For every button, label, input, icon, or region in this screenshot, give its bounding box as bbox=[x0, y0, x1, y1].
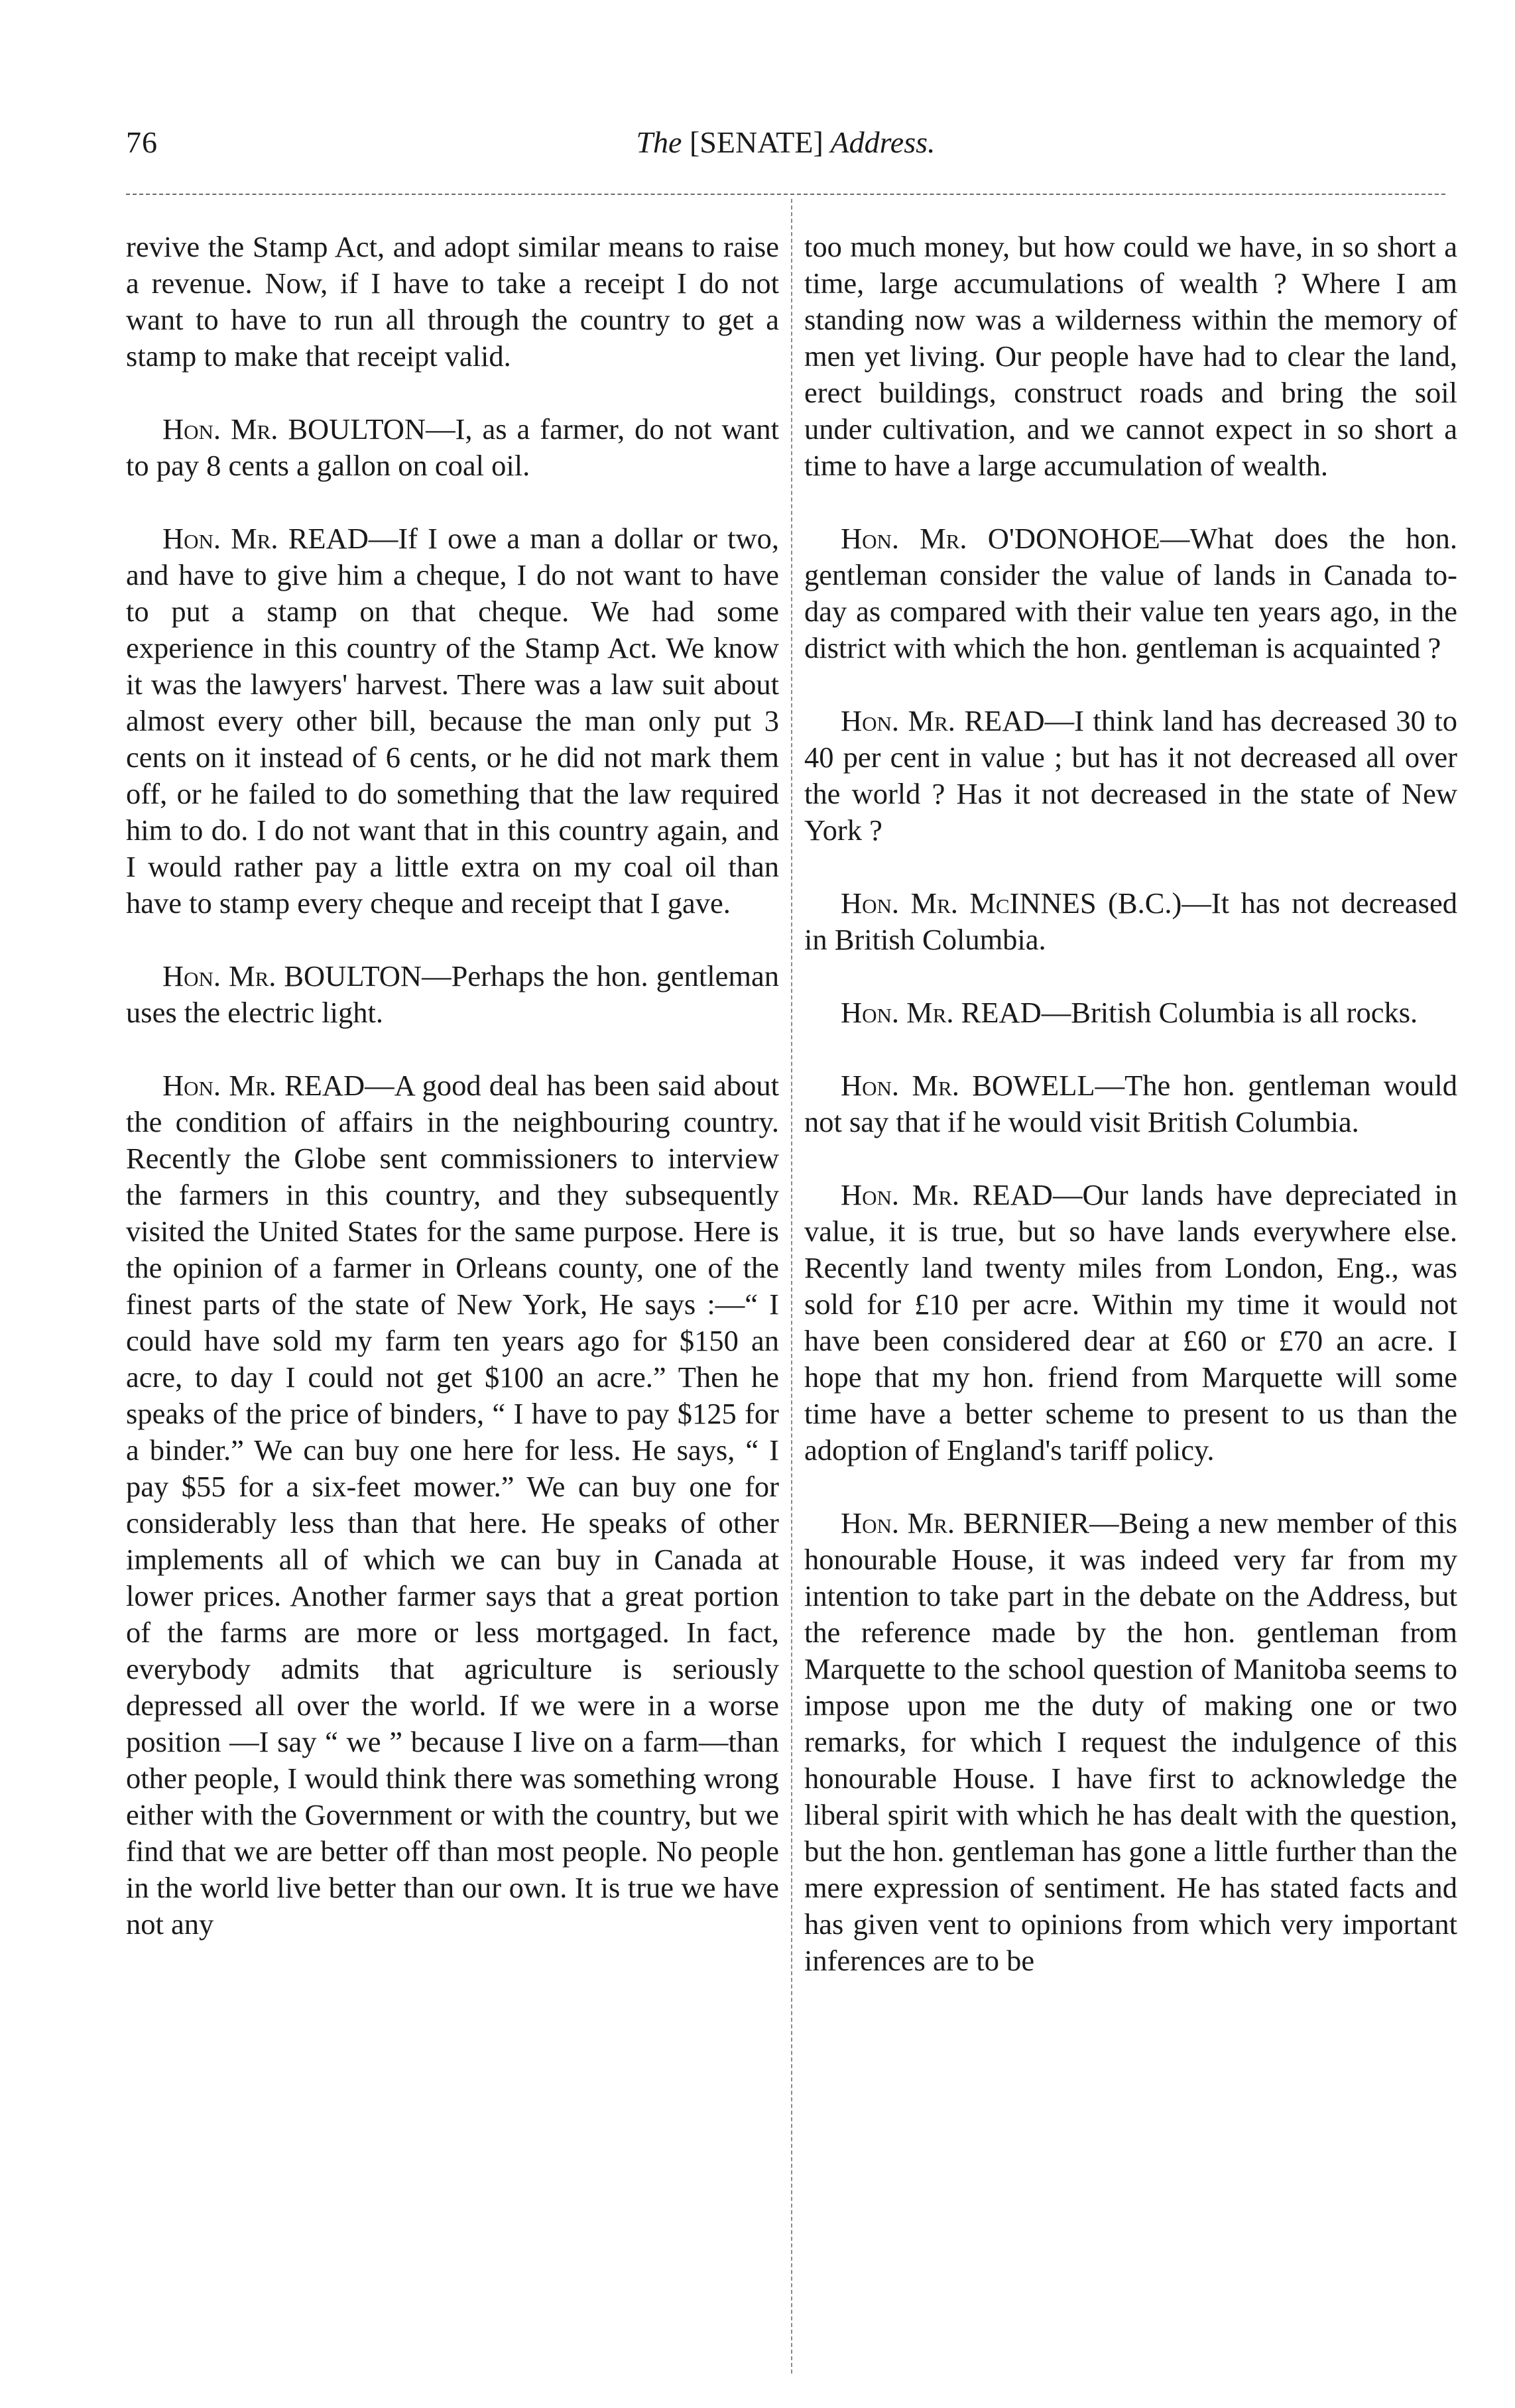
paragraph bbox=[804, 229, 1457, 484]
page-header bbox=[126, 118, 1445, 171]
speaker-name: Hon. Mr. McINNES (B.C.) bbox=[841, 886, 1182, 920]
title-bracket: [SENATE] bbox=[689, 125, 823, 159]
right-column bbox=[804, 229, 1457, 2016]
speaker-name: Hon. Mr. READ bbox=[841, 704, 1045, 737]
speaker-name: Hon. Mr. READ bbox=[841, 1178, 1053, 1211]
paragraph bbox=[804, 703, 1457, 849]
speech-text: —Being a new member of this honourable House, it was indeed very far from my intention to take part in the debate on the Address, but the reference made by the hon. gentleman from Marquette to the school question of Manitoba seems to impose upon me the duty of making one or two remarks, for which I request the indulgence of this honourable House. I have first to acknowledge the liberal spirit with which he has dealt with the question, but the hon. gentleman has gone a little further than the mere expression of sentiment. He has stated facts and has given vent to opinions from which very important inferences are to be bbox=[804, 1506, 1457, 1977]
speech-text: too much money, but how could we have, in so short a time, large accumulations of wealth ? Where I am standing now was a wilderness within the memory of men yet living. Our people have had to clear the land, erect buildings, construct roads and bring the soil under cultivation, and we cannot expect in so short a time to have a large accumulation of wealth. bbox=[804, 230, 1457, 482]
speech-text: —A good deal has been said about the condition of affairs in the neighbouring country. Recently the Globe sent commissioners to interview the farmers in this country, and they subsequently visited the United States for the same purpose. Here is the opinion of a farmer in Orleans county, one of the finest parts of the state of New York, He says :—“ I could have sold my farm ten years ago for $150 an acre, to day I could not get $100 an acre.” Then he speaks of the price of binders, “ I have to pay $125 for a binder.” We can buy one here for less. He says, “ I pay $55 for a six-feet mower.” We can buy one for considerably less than that here. He speaks of other implements all of which we can buy in Canada at lower prices. Another farmer says that a great portion of the farms are more or less mortgaged. In fact, everybody admits that agriculture is seriously depressed all over the world. If we were in a worse position —I say “ we ” because I live on a farm—than other people, I would think there was something wrong either with the Government or with the country, but we find that we are better off than most people. No people in the world live better than our own. It is true we have not any bbox=[126, 1069, 780, 1941]
speech-text: —I, as a farmer, do not want to pay 8 cents a gallon on coal oil. bbox=[126, 412, 780, 482]
header-rule bbox=[126, 194, 1445, 195]
paragraph bbox=[804, 885, 1457, 958]
speaker-name: Hon. Mr. BOWELL bbox=[841, 1069, 1095, 1102]
speaker-name: Hon. Mr. READ bbox=[162, 522, 369, 555]
column-divider bbox=[791, 199, 792, 2374]
speaker-name: Hon. Mr. BERNIER bbox=[841, 1506, 1090, 1539]
running-title bbox=[126, 125, 1445, 160]
speaker-name: Hon. Mr. READ bbox=[841, 996, 1042, 1029]
speech-text: —I think land has decreased 30 to 40 per cent in value ; but has it not decreased all over the world ? Has it not decreased in the state of New York ? bbox=[804, 704, 1457, 847]
speech-text: —British Columbia is all rocks. bbox=[1041, 996, 1418, 1029]
paragraph bbox=[804, 520, 1457, 666]
speaker-name: Hon. Mr. BOULTON bbox=[162, 959, 422, 993]
speech-text: —What does the hon. gentleman consider the value of lands in Canada to-day as compared with their value ten years ago, in the district with which the hon. gentleman is acquainted ? bbox=[804, 522, 1457, 664]
paragraph bbox=[126, 1067, 779, 1943]
paragraph bbox=[804, 1505, 1457, 1979]
title-prefix: The bbox=[636, 125, 690, 159]
paragraph bbox=[804, 1067, 1457, 1140]
speech-text: —The hon. gentleman would not say that if he would visit British Columbia. bbox=[804, 1069, 1457, 1138]
paragraph bbox=[126, 411, 779, 484]
speaker-name: Hon. Mr. BOULTON bbox=[162, 412, 426, 446]
left-column bbox=[126, 229, 779, 1979]
speech-text: —If I owe a man a dollar or two, and have to give him a cheque, I do not want to have to put a stamp on that cheque. We had some experience in this country of the Stamp Act. We know it was the lawyers' harvest. There was a law suit about almost every other bill, because the man only put 3 cents on it instead of 6 cents, or he did not mark them off, or he failed to do something that the law required him to do. I do not want that in this country again, and I would rather pay a little extra on my coal oil than have to stamp every cheque and receipt that I gave. bbox=[126, 522, 779, 920]
title-suffix: Address. bbox=[823, 125, 936, 159]
speech-text: —It has not decreased in British Columbia. bbox=[804, 886, 1457, 956]
speech-text: revive the Stamp Act, and adopt similar means to raise a revenue. Now, if I have to take a receipt I do not want to have to run all through the country to get a stamp to make that receipt valid. bbox=[126, 230, 779, 373]
speaker-name: Hon. Mr. READ bbox=[162, 1069, 365, 1102]
paragraph bbox=[126, 958, 779, 1031]
paragraph bbox=[804, 1177, 1457, 1469]
page-number: 76 bbox=[126, 125, 158, 159]
paragraph bbox=[126, 520, 779, 922]
speech-text: —Perhaps the hon. gentleman uses the electric light. bbox=[126, 959, 779, 1029]
paragraph bbox=[126, 229, 779, 375]
paragraph bbox=[804, 994, 1457, 1031]
speech-text: —Our lands have depreciated in value, it is true, but so have lands everywhere else. Recently land twenty miles from London, Eng., was sold for £10 per acre. Within my time it would not have been considered dear at £60 or £70 an acre. I hope that my hon. friend from Marquette will some time have a better scheme to present to us than the adoption of England's tariff policy. bbox=[804, 1178, 1458, 1467]
speaker-name: Hon. Mr. O'DONOHOE bbox=[841, 522, 1160, 555]
